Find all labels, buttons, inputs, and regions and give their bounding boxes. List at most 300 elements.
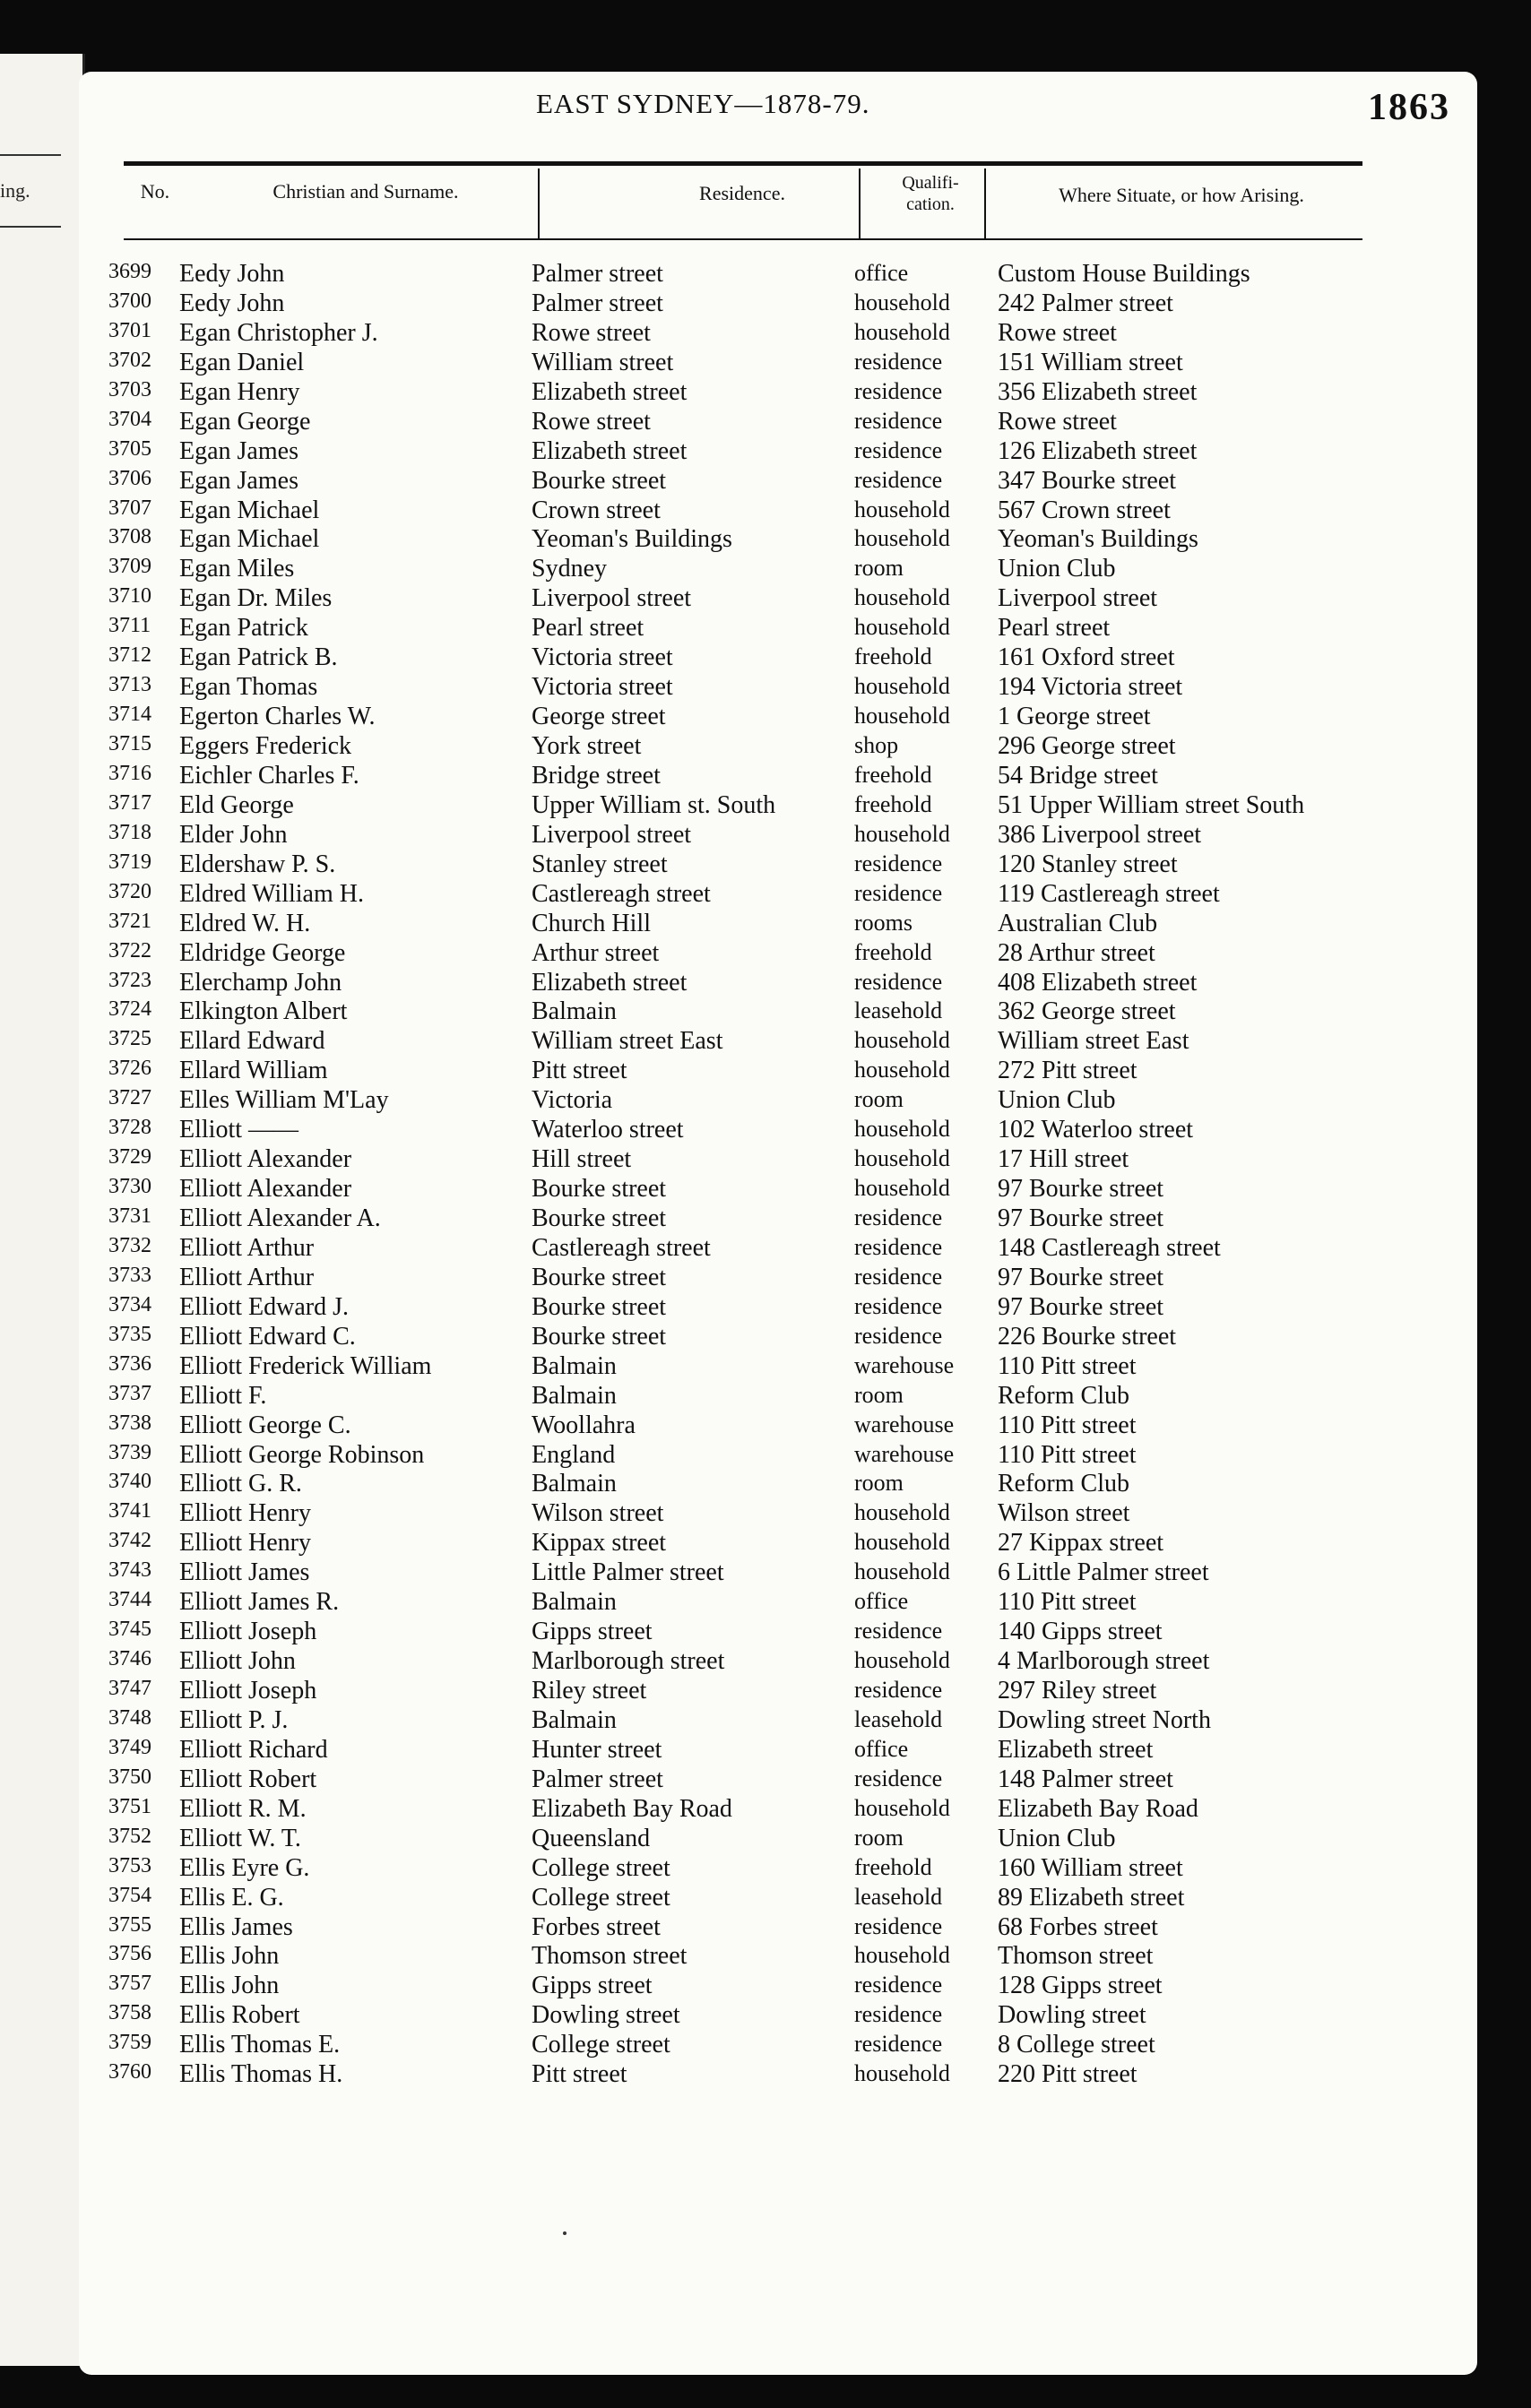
table-row (79, 880, 1477, 910)
entry-name: Ellis Thomas E. (179, 2031, 341, 2059)
entry-residence: Thomson street (532, 1942, 688, 1971)
entry-number: 3711 (108, 614, 151, 638)
entry-number: 3744 (108, 1588, 151, 1612)
entry-name: Ellis Thomas H. (179, 2060, 343, 2089)
table-row (79, 584, 1477, 614)
entry-residence: Balmain (532, 1588, 617, 1617)
entry-number: 3757 (108, 1972, 151, 1996)
entry-where: 97 Bourke street (998, 1292, 1164, 1321)
entry-where: Reform Club (998, 1381, 1129, 1410)
entry-qualification: household (854, 2060, 950, 2087)
table-row (79, 1618, 1477, 1647)
entry-number: 3716 (108, 761, 151, 785)
entry-qualification: leasehold (854, 1883, 943, 1910)
entry-number: 3760 (108, 2060, 151, 2084)
page-number: 1863 (1368, 87, 1450, 128)
ink-speck (563, 2231, 567, 2235)
entry-qualification: residence (854, 1972, 943, 1998)
entry-where: 110 Pitt street (998, 1411, 1137, 1439)
entry-number: 3717 (108, 790, 151, 815)
entry-qualification: freehold (854, 1853, 932, 1880)
entry-where: 272 Pitt street (998, 1057, 1137, 1085)
facing-page-rule (0, 154, 61, 156)
entry-residence: Rowe street (532, 318, 651, 347)
entry-qualification: household (854, 820, 950, 847)
table-row (79, 1795, 1477, 1825)
entry-where: 161 Oxford street (998, 643, 1175, 672)
table-row (79, 319, 1477, 349)
entry-where: 151 William street (998, 348, 1183, 376)
entry-name: Elliott Henry (179, 1499, 311, 1528)
entry-number: 3746 (108, 1647, 151, 1671)
entry-name: Egan George (179, 407, 311, 436)
entry-where: 148 Castlereagh street (998, 1233, 1221, 1262)
table-row (79, 1352, 1477, 1382)
entry-name: Eggers Frederick (179, 732, 352, 760)
entry-qualification: leasehold (854, 997, 943, 1024)
entry-number: 3747 (108, 1677, 151, 1700)
entry-residence: Yeoman's Buildings (532, 525, 732, 554)
entry-name: Elliott Edward J. (179, 1292, 349, 1321)
entry-name: Elliott Alexander A. (179, 1204, 381, 1232)
table-row (79, 732, 1477, 762)
entry-where: 386 Liverpool street (998, 820, 1202, 849)
entry-qualification: household (854, 1647, 950, 1674)
entry-residence: Upper William st. South (532, 790, 776, 819)
table-row (79, 850, 1477, 880)
entry-name: Elliott F. (179, 1381, 267, 1410)
entry-where: 408 Elizabeth street (998, 968, 1198, 997)
entry-name: Elliott G. R. (179, 1470, 302, 1498)
entry-residence: Balmain (532, 1470, 617, 1498)
entry-name: Egan Michael (179, 496, 320, 524)
entry-number: 3753 (108, 1853, 151, 1877)
entry-qualification: warehouse (854, 1440, 955, 1467)
entry-name: Egerton Charles W. (179, 703, 376, 731)
entry-where: 89 Elizabeth street (998, 1883, 1185, 1912)
column-divider (859, 168, 861, 238)
entry-where: 567 Crown street (998, 496, 1171, 524)
entry-residence: Bourke street (532, 1322, 667, 1351)
table-row (79, 1677, 1477, 1706)
table-row (79, 1913, 1477, 1943)
entry-number: 3741 (108, 1499, 151, 1523)
entry-where: 297 Riley street (998, 1677, 1157, 1705)
entry-number: 3718 (108, 820, 151, 844)
entry-qualification: household (854, 584, 950, 611)
entry-name: Elliott R. M. (179, 1794, 307, 1823)
entry-qualification: residence (854, 1233, 943, 1260)
entry-number: 3740 (108, 1470, 151, 1494)
entry-qualification: household (854, 525, 950, 552)
entry-number: 3710 (108, 584, 151, 608)
entry-residence: Bourke street (532, 1292, 667, 1321)
entry-name: Elliott James R. (179, 1588, 340, 1617)
entry-number: 3754 (108, 1883, 151, 1907)
entry-qualification: residence (854, 377, 943, 404)
table-row (79, 496, 1477, 526)
entry-name: Ellis John (179, 1942, 280, 1971)
entry-where: 140 Gipps street (998, 1618, 1163, 1646)
entry-number: 3713 (108, 673, 151, 697)
entry-where: Australian Club (998, 909, 1158, 937)
entry-qualification: household (854, 289, 950, 315)
entry-residence: Liverpool street (532, 820, 692, 849)
entry-name: Elliott W. T. (179, 1824, 301, 1852)
entry-number: 3756 (108, 1942, 151, 1966)
entry-qualification: household (854, 1794, 950, 1821)
entry-residence: Pitt street (532, 2060, 627, 2089)
entry-name: Elliott Richard (179, 1735, 328, 1764)
entry-qualification: residence (854, 407, 943, 434)
entry-where: Liverpool street (998, 584, 1158, 613)
entry-qualification: room (854, 555, 904, 582)
entry-qualification: office (854, 1588, 909, 1615)
table-row (79, 1175, 1477, 1204)
entry-name: Elliott Edward C. (179, 1322, 356, 1351)
entry-where: 362 George street (998, 997, 1176, 1026)
entry-name: Ellis Eyre G. (179, 1853, 310, 1882)
column-header-name: Christian and Surname. (272, 180, 459, 203)
entry-residence: Church Hill (532, 909, 651, 937)
entry-qualification: residence (854, 1322, 943, 1349)
entry-name: Elder John (179, 820, 288, 849)
table-row (79, 1765, 1477, 1795)
column-header-where: Where Situate, or how Arising. (1059, 184, 1304, 206)
entry-name: Elliott John (179, 1647, 296, 1676)
facing-page-rule (0, 226, 61, 228)
table-row (79, 260, 1477, 289)
entry-qualification: freehold (854, 938, 932, 965)
entry-name: Eldershaw P. S. (179, 850, 336, 878)
table-row (79, 1057, 1477, 1086)
entry-name: Elliott Arthur (179, 1263, 315, 1291)
entry-name: Elliott George Robinson (179, 1440, 425, 1469)
table-row (79, 673, 1477, 703)
entry-where: 242 Palmer street (998, 289, 1173, 317)
entry-name: Ellard Edward (179, 1027, 325, 1056)
entry-where: Elizabeth street (998, 1735, 1154, 1764)
entry-residence: Liverpool street (532, 584, 692, 613)
entry-residence: Palmer street (532, 289, 663, 317)
table-row (79, 1825, 1477, 1854)
entry-name: Elliott Joseph (179, 1618, 317, 1646)
entry-residence: Waterloo street (532, 1116, 684, 1144)
entry-qualification: freehold (854, 790, 932, 817)
entry-number: 3719 (108, 850, 151, 874)
entry-where: William street East (998, 1027, 1189, 1056)
entry-number: 3737 (108, 1381, 151, 1405)
entry-residence: Balmain (532, 997, 617, 1026)
table-row (79, 378, 1477, 408)
column-header-no: No. (140, 180, 170, 203)
entry-where: 296 George street (998, 732, 1176, 760)
table-row (79, 1942, 1477, 1972)
entry-name: Eldred William H. (179, 879, 364, 908)
entry-number: 3735 (108, 1322, 151, 1346)
entry-qualification: household (854, 614, 950, 641)
entry-name: Eedy John (179, 289, 285, 317)
entry-where: 226 Bourke street (998, 1322, 1177, 1351)
entry-residence: Balmain (532, 1705, 617, 1734)
entry-name: Egan Patrick B. (179, 643, 338, 672)
entry-where: 110 Pitt street (998, 1588, 1137, 1617)
entry-qualification: office (854, 1735, 909, 1762)
register-entries (79, 260, 1477, 2090)
entry-residence: Stanley street (532, 850, 668, 878)
entry-residence: Riley street (532, 1677, 647, 1705)
facing-page-fragment: ing. (0, 179, 30, 202)
entry-where: 1 George street (998, 703, 1151, 731)
entry-where: 160 William street (998, 1853, 1183, 1882)
entry-qualification: rooms (854, 909, 913, 936)
entry-name: Egan Miles (179, 555, 295, 583)
table-row (79, 1086, 1477, 1116)
table-row (79, 643, 1477, 673)
entry-qualification: shop (854, 732, 899, 758)
entry-qualification: room (854, 1824, 904, 1851)
table-row (79, 2001, 1477, 2031)
entry-number: 3755 (108, 1912, 151, 1937)
entry-where: 97 Bourke street (998, 1263, 1164, 1291)
entry-number: 3709 (108, 555, 151, 579)
entry-number: 3724 (108, 997, 151, 1022)
entry-residence: Elizabeth street (532, 436, 688, 465)
entry-qualification: household (854, 318, 950, 345)
entry-name: Elles William M'Lay (179, 1086, 389, 1115)
entry-qualification: residence (854, 968, 943, 995)
entry-where: Thomson street (998, 1942, 1154, 1971)
entry-qualification: residence (854, 1618, 943, 1644)
entry-where: Reform Club (998, 1470, 1129, 1498)
entry-residence: Arthur street (532, 938, 660, 967)
table-row (79, 1470, 1477, 1499)
table-row (79, 1204, 1477, 1234)
entry-name: Elliott P. J. (179, 1705, 289, 1734)
entry-residence: Marlborough street (532, 1647, 725, 1676)
entry-number: 3706 (108, 466, 151, 490)
entry-residence: Pearl street (532, 614, 644, 643)
entry-number: 3699 (108, 260, 151, 283)
table-row (79, 1706, 1477, 1736)
entry-number: 3745 (108, 1618, 151, 1642)
column-header-qualification: Qualifi- cation. (902, 173, 959, 214)
entry-number: 3722 (108, 938, 151, 962)
entry-residence: Little Palmer street (532, 1558, 724, 1587)
entry-name: Ellis Robert (179, 2001, 300, 2030)
register-page (79, 72, 1477, 2375)
table-row (79, 1382, 1477, 1411)
entry-qualification: residence (854, 1204, 943, 1230)
table-row (79, 1854, 1477, 1884)
entry-qualification: household (854, 1558, 950, 1585)
table-row (79, 525, 1477, 555)
entry-name: Eld George (179, 790, 294, 819)
entry-where: Union Club (998, 1824, 1116, 1852)
entry-residence: Gipps street (532, 1972, 653, 2000)
entry-where: 97 Bourke street (998, 1175, 1164, 1204)
table-row (79, 1264, 1477, 1293)
table-row (79, 467, 1477, 496)
table-row (79, 555, 1477, 584)
entry-where: Rowe street (998, 407, 1117, 436)
entry-residence: Sydney (532, 555, 607, 583)
entry-name: Egan Henry (179, 377, 300, 406)
entry-where: 97 Bourke street (998, 1204, 1164, 1232)
entry-qualification: freehold (854, 643, 932, 670)
entry-where: 27 Kippax street (998, 1529, 1164, 1558)
entry-number: 3720 (108, 879, 151, 903)
entry-residence: Victoria street (532, 643, 673, 672)
entry-number: 3739 (108, 1440, 151, 1464)
entry-where: 120 Stanley street (998, 850, 1178, 878)
entry-name: Eedy John (179, 260, 285, 288)
entry-number: 3731 (108, 1204, 151, 1228)
entry-number: 3751 (108, 1794, 151, 1818)
entry-residence: Bourke street (532, 1204, 667, 1232)
entry-number: 3742 (108, 1529, 151, 1553)
entry-name: Elliott Alexander (179, 1175, 352, 1204)
entry-qualification: household (854, 703, 950, 729)
header-rule-top (124, 161, 1362, 166)
entry-residence: Bourke street (532, 1175, 667, 1204)
table-row (79, 791, 1477, 821)
table-row (79, 821, 1477, 850)
entry-number: 3704 (108, 407, 151, 431)
entry-number: 3758 (108, 2001, 151, 2025)
entry-name: Elliott Robert (179, 1765, 317, 1793)
entry-name: Egan Daniel (179, 348, 305, 376)
entry-where: 8 College street (998, 2031, 1155, 2059)
entry-number: 3712 (108, 643, 151, 668)
entry-residence: Dowling street (532, 2001, 680, 2030)
entry-residence: William street (532, 348, 674, 376)
table-row (79, 408, 1477, 437)
entry-where: 4 Marlborough street (998, 1647, 1210, 1676)
entry-residence: Victoria street (532, 673, 673, 702)
entry-number: 3748 (108, 1705, 151, 1730)
entry-qualification: residence (854, 1677, 943, 1703)
entry-residence: Hill street (532, 1145, 632, 1174)
entry-number: 3734 (108, 1292, 151, 1316)
entry-number: 3743 (108, 1558, 151, 1583)
entry-number: 3726 (108, 1057, 151, 1081)
entry-residence: Elizabeth street (532, 377, 688, 406)
entry-residence: Balmain (532, 1381, 617, 1410)
table-row (79, 910, 1477, 939)
entry-where: Dowling street North (998, 1705, 1211, 1734)
entry-number: 3729 (108, 1145, 151, 1169)
entry-residence: Elizabeth Bay Road (532, 1794, 732, 1823)
table-row (79, 1145, 1477, 1175)
entry-residence: Forbes street (532, 1912, 661, 1941)
entry-qualification: residence (854, 1292, 943, 1319)
table-row (79, 1293, 1477, 1323)
table-row (79, 1647, 1477, 1677)
entry-where: 68 Forbes street (998, 1912, 1158, 1941)
table-row (79, 1884, 1477, 1913)
entry-name: Elkington Albert (179, 997, 348, 1026)
table-row (79, 2060, 1477, 2090)
entry-residence: Rowe street (532, 407, 651, 436)
entry-number: 3752 (108, 1824, 151, 1848)
entry-qualification: household (854, 1027, 950, 1054)
table-row (79, 1411, 1477, 1441)
entry-qualification: warehouse (854, 1351, 955, 1378)
entry-name: Egan Christopher J. (179, 318, 378, 347)
header-rule-bottom (124, 238, 1362, 240)
entry-number: 3707 (108, 496, 151, 520)
entry-qualification: household (854, 1057, 950, 1083)
table-row (79, 1116, 1477, 1145)
table-row (79, 1027, 1477, 1057)
entry-name: Elliott Henry (179, 1529, 311, 1558)
entry-where: 28 Arthur street (998, 938, 1155, 967)
table-row (79, 762, 1477, 791)
entry-number: 3721 (108, 909, 151, 933)
entry-name: Eldridge George (179, 938, 346, 967)
entry-residence: Bourke street (532, 466, 667, 495)
table-row (79, 289, 1477, 319)
entry-where: 194 Victoria street (998, 673, 1183, 702)
entry-where: 110 Pitt street (998, 1440, 1137, 1469)
table-row (79, 614, 1477, 643)
entry-qualification: household (854, 1145, 950, 1172)
entry-where: Custom House Buildings (998, 260, 1250, 288)
entry-name: Elliott James (179, 1558, 310, 1587)
entry-qualification: freehold (854, 761, 932, 788)
entry-qualification: room (854, 1470, 904, 1497)
entry-where: 119 Castlereagh street (998, 879, 1220, 908)
entry-where: 17 Hill street (998, 1145, 1129, 1174)
entry-qualification: household (854, 1942, 950, 1969)
entry-name: Ellis E. G. (179, 1883, 284, 1912)
entry-qualification: residence (854, 1263, 943, 1290)
table-row (79, 939, 1477, 969)
entry-where: Dowling street (998, 2001, 1146, 2030)
entry-number: 3727 (108, 1086, 151, 1110)
entry-name: Eichler Charles F. (179, 761, 359, 790)
table-row (79, 349, 1477, 378)
entry-where: 51 Upper William street South (998, 790, 1305, 819)
entry-name: Ellard William (179, 1057, 328, 1085)
table-row (79, 997, 1477, 1027)
entry-qualification: leasehold (854, 1705, 943, 1732)
entry-where: Union Club (998, 555, 1116, 583)
entry-qualification: residence (854, 879, 943, 906)
entry-where: Wilson street (998, 1499, 1130, 1528)
entry-residence: Pitt street (532, 1057, 627, 1085)
table-row (79, 1972, 1477, 2001)
entry-name: Elliott Alexander (179, 1145, 352, 1174)
entry-number: 3714 (108, 703, 151, 727)
entry-residence: Crown street (532, 496, 661, 524)
entry-number: 3702 (108, 348, 151, 372)
entry-residence: College street (532, 1853, 670, 1882)
entry-number: 3750 (108, 1765, 151, 1789)
table-row (79, 1529, 1477, 1558)
table-row (79, 1234, 1477, 1264)
column-header-residence: Residence. (699, 182, 785, 204)
entry-where: 54 Bridge street (998, 761, 1158, 790)
entry-name: Elliott Arthur (179, 1233, 315, 1262)
entry-number: 3700 (108, 289, 151, 313)
entry-residence: William street East (532, 1027, 723, 1056)
page-title: EAST SYDNEY—1878-79. (536, 88, 870, 119)
entry-where: 347 Bourke street (998, 466, 1177, 495)
entry-where: Rowe street (998, 318, 1117, 347)
entry-name: Elliott Joseph (179, 1677, 317, 1705)
